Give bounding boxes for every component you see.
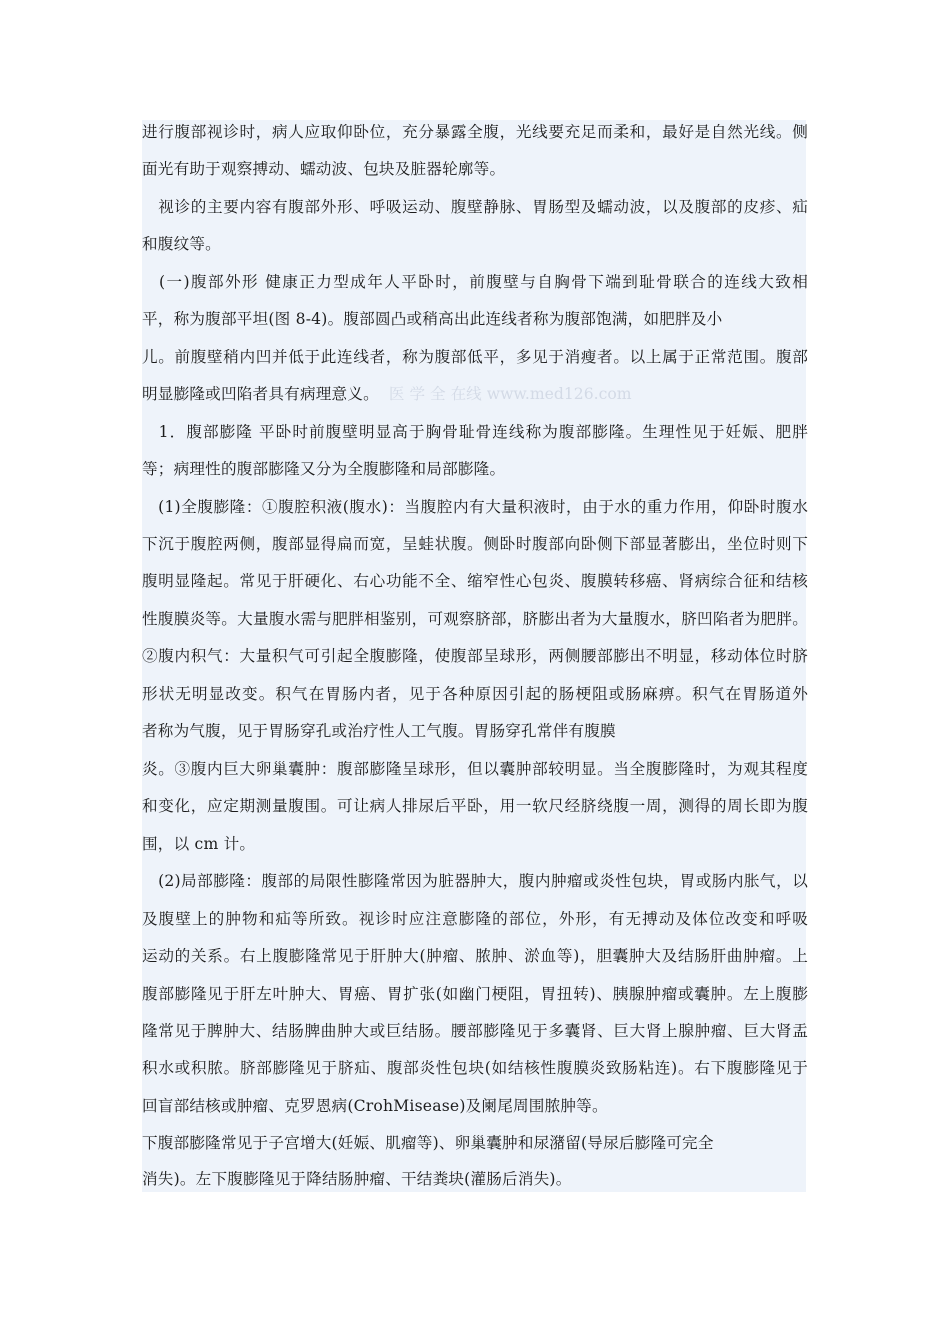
- watermark: 医 学 全 在线 www.med126.com: [388, 385, 632, 403]
- intro-line-1: 进行腹部视诊时，病人应取仰卧位，充分暴露全腹，光线要充足而柔和，最好是自然光线。侧: [142, 123, 808, 141]
- full-bulge-line-2: 下沉于腹腔两侧，腹部显得扁而宽，呈蛙状腹。侧卧时腹部向卧侧下部显著膨出，坐位时则下: [142, 535, 808, 553]
- full-bulge-line-1: (1)全腹膨隆：①腹腔积液(腹水)：当腹腔内有大量积液时，由于水的重力作用，仰卧时腹水: [142, 498, 808, 516]
- full-bulge-line-10: 围，以 cm 计。: [142, 835, 256, 853]
- shape-line-4-text: 明显膨隆或凹陷者具有病理意义。: [142, 385, 379, 403]
- local-bulge-line-5: 隆常见于脾肿大、结肠脾曲肿大或巨结肠。腰部膨隆见于多囊肾、巨大肾上腺肿瘤、巨大肾盂: [142, 1022, 808, 1040]
- local-bulge-line-1: (2)局部膨隆：腹部的局限性膨隆常因为脏器肿大，腹内肿瘤或炎性包块，胃或肠内胀气，以: [142, 872, 808, 890]
- bulge-line-1: 1．腹部膨隆 平卧时前腹壁明显高于胸骨耻骨连线称为腹部膨隆。生理性见于妊娠、肥胖: [142, 423, 808, 441]
- shape-line-3: 儿。前腹壁稍内凹并低于此连线者，称为腹部低平，多见于消瘦者。以上属于正常范围。腹部: [142, 348, 808, 366]
- full-bulge-line-3: 腹明显隆起。常见于肝硬化、右心功能不全、缩窄性心包炎、腹膜转移癌、肾病综合征和结核: [142, 572, 808, 590]
- full-bulge-line-8: 炎。③腹内巨大卵巢囊肿：腹部膨隆呈球形，但以囊肿部较明显。当全腹膨隆时，为观其程度: [142, 760, 808, 778]
- content-line-1: 视诊的主要内容有腹部外形、呼吸运动、腹壁静脉、胃肠型及蠕动波，以及腹部的皮疹、疝: [142, 198, 808, 216]
- full-bulge-line-5: ②腹内积气：大量积气可引起全腹膨隆，使腹部呈球形，两侧腰部膨出不明显，移动体位时脐: [142, 647, 808, 665]
- content-line-2: 和腹纹等。: [142, 235, 221, 253]
- bulge-line-2: 等；病理性的腹部膨隆又分为全腹膨隆和局部膨隆。: [142, 460, 506, 478]
- local-bulge-line-9: 消失)。左下腹膨隆见于降结肠肿瘤、干结粪块(灌肠后消失)。: [142, 1170, 572, 1188]
- local-bulge-line-6: 积水或积脓。脐部膨隆见于脐疝、腹部炎性包块(如结核性腹膜炎致肠粘连)。右下腹膨隆见于: [142, 1059, 808, 1077]
- local-bulge-line-7: 回盲部结核或肿瘤、克罗恩病(CrohMisease)及阑尾周围脓肿等。: [142, 1097, 608, 1115]
- full-bulge-line-9: 和变化，应定期测量腹围。可让病人排尿后平卧，用一软尺经脐绕腹一周，测得的周长即为腹: [142, 797, 808, 815]
- local-bulge-line-2: 及腹壁上的肿物和疝等所致。视诊时应注意膨隆的部位，外形，有无搏动及体位改变和呼吸: [142, 910, 808, 928]
- intro-line-2: 面光有助于观察搏动、蠕动波、包块及脏器轮廓等。: [142, 160, 506, 178]
- shape-line-2: 平，称为腹部平坦(图 8-4)。腹部圆凸或稍高出此连线者称为腹部饱满，如肥胖及小: [142, 310, 723, 328]
- local-bulge-line-3: 运动的关系。右上腹膨隆常见于肝肿大(肿瘤、脓肿、淤血等)，胆囊肿大及结肠肝曲肿瘤。上: [142, 947, 808, 965]
- local-bulge-line-4: 腹部膨隆见于肝左叶肿大、胃癌、胃扩张(如幽门梗阻，胃扭转)、胰腺肿瘤或囊肿。左上腹膨: [142, 985, 808, 1003]
- shape-line-4: [142, 382, 808, 406]
- shape-line-1: (一)腹部外形 健康正力型成年人平卧时，前腹壁与自胸骨下端到耻骨联合的连线大致相: [142, 273, 808, 291]
- full-bulge-line-4: 性腹膜炎等。大量腹水需与肥胖相鉴别，可观察脐部，脐膨出者为大量腹水，脐凹陷者为肥胖。: [142, 610, 808, 628]
- full-bulge-line-6: 形状无明显改变。积气在胃肠内者，见于各种原因引起的肠梗阻或肠麻痹。积气在胃肠道外: [142, 685, 808, 703]
- local-bulge-line-8: 下腹部膨隆常见于子宫增大(妊娠、肌瘤等)、卵巢囊肿和尿潴留(导尿后膨隆可完全: [142, 1134, 714, 1152]
- full-bulge-line-7: 者称为气腹，见于胃肠穿孔或治疗性人工气腹。胃肠穿孔常伴有腹膜: [142, 722, 616, 740]
